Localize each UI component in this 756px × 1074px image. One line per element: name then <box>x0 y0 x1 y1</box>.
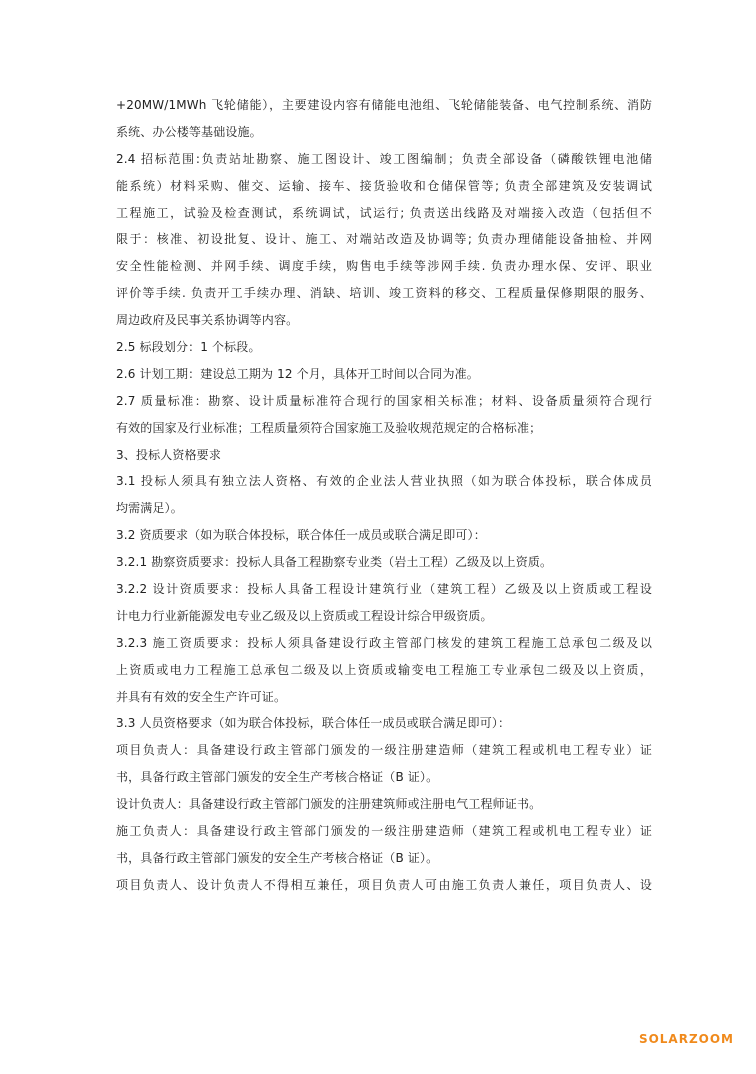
document-body <box>116 92 652 899</box>
text-line: 评价等手续. 负责开工手续办理、消缺、培训、竣工资料的移交、工程质量保修期限的服务、 <box>116 286 652 301</box>
text-line: 2.7 质量标准：勘察、设计质量标准符合现行的国家相关标准；材料、设备质量须符合现行 <box>116 393 652 408</box>
text-line: 3.3 人员资格要求（如为联合体投标，联合体任一成员或联合满足即可）： <box>116 716 511 731</box>
watermark-logo: SOLARZOOM <box>638 1032 734 1046</box>
text-line: 系统、办公楼等基础设施。 <box>116 124 262 139</box>
text-line: 3.2.3 施工资质要求：投标人须具备建设行政主管部门核发的建筑工程施工总承包二级及以 <box>116 635 652 650</box>
text-line: 书，具备行政主管部门颁发的安全生产考核合格证（B 证）。 <box>116 850 439 865</box>
text-line: 项目负责人：具备建设行政主管部门颁发的一级注册建造师（建筑工程或机电工程专业）证 <box>116 743 652 758</box>
text-line: 3.2.1 勘察资质要求：投标人具备工程勘察专业类（岩土工程）乙级及以上资质。 <box>116 555 553 570</box>
text-line: 3、投标人资格要求 <box>116 447 221 462</box>
text-line: 3.1 投标人须具有独立法人资格、有效的企业法人营业执照（如为联合体投标，联合体成员 <box>116 474 652 489</box>
text-line: 能系统）材料采购、催交、运输、接车、接货验收和仓储保管等; 负责全部建筑及安装调试 <box>116 178 652 193</box>
text-line: 并具有有效的安全生产许可证。 <box>116 689 287 704</box>
text-line: 计电力行业新能源发电专业乙级及以上资质或工程设计综合甲级资质。 <box>116 608 493 623</box>
text-line: 2.6 计划工期：建设总工期为 12 个月，具体开工时间以合同为准。 <box>116 366 479 381</box>
text-line: 周边政府及民事关系协调等内容。 <box>116 313 299 328</box>
text-line: 书，具备行政主管部门颁发的安全生产考核合格证（B 证）。 <box>116 770 439 785</box>
text-line: 工程施工，试验及检查测试，系统调试，试运行; 负责送出线路及对端接入改造（包括但不 <box>116 205 652 220</box>
text-line: 上资质或电力工程施工总承包二级及以上资质或输变电工程施工专业承包二级及以上资质， <box>116 662 652 677</box>
text-line: 2.4 招标范围:负责站址勘察、施工图设计、竣工图编制；负责全部设备（磷酸铁锂电池储 <box>116 151 652 166</box>
text-line: 施工负责人：具备建设行政主管部门颁发的一级注册建造师（建筑工程或机电工程专业）证 <box>116 824 652 839</box>
text-line: 安全性能检测、并网手续、调度手续，购售电手续等涉网手续. 负责办理水保、安评、职业 <box>116 259 652 274</box>
text-line: +20MW/1MWh 飞轮储能），主要建设内容有储能电池组、飞轮储能装备、电气控制系统、消防 <box>116 98 652 112</box>
text-line: 3.2.2 设计资质要求：投标人具备工程设计建筑行业（建筑工程）乙级及以上资质或工程设 <box>116 582 652 597</box>
text-line: 3.2 资质要求（如为联合体投标，联合体任一成员或联合满足即可）： <box>116 528 486 543</box>
text-line: 均需满足）。 <box>116 501 183 516</box>
text-line: 设计负责人：具备建设行政主管部门颁发的注册建筑师或注册电气工程师证书。 <box>116 797 542 812</box>
text-line: 有效的国家及行业标准；工程质量须符合国家施工及验收规范规定的合格标准； <box>116 420 542 435</box>
text-line: 限于：核准、初设批复、设计、施工、对端站改造及协调等; 负责办理储能设备抽检、并网 <box>116 232 652 247</box>
text-line: 项目负责人、设计负责人不得相互兼任，项目负责人可由施工负责人兼任，项目负责人、设 <box>116 877 652 892</box>
text-line: 2.5 标段划分：1 个标段。 <box>116 340 261 355</box>
